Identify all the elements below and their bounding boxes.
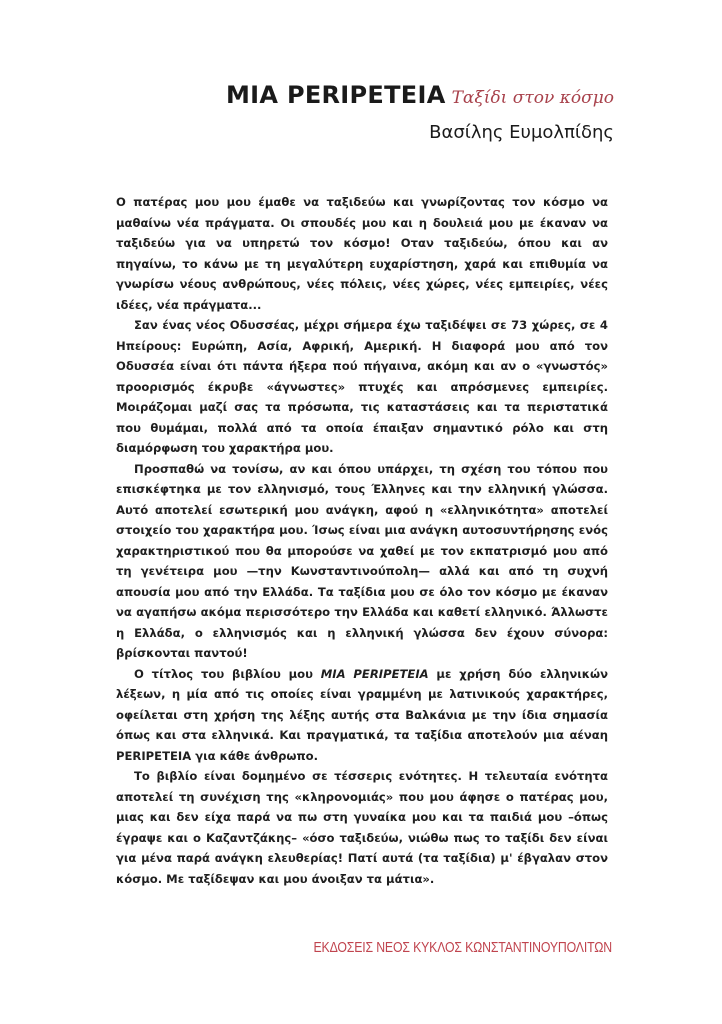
paragraph-2: Σαν ένας νέος Οδυσσέας, μέχρι σήμερα έχω ταξιδέψει σε 73 χώρες, σε 4 Ηπείρους: Ευρώπη, Ασία, Αφρική, Αμερική. Η διαφορά μου από τον Οδυσσέα είναι ότι πάντα ήξερα πού πήγαινα, ακόμη και αν ο «γνωστός» προορισμός έκρυβε «άγνωστες» πτυχές και απρόσμενες εμπειρίες. Μοιράζομαι μαζί σας τα πρόσωπα, τις καταστάσεις και τα περιστατικά που θυμάμαι, πολλά από τα οποία έπαιξαν σημαντικό ρόλο και στη διαμόρφωση του χαρακτήρα μου.	[116, 318, 608, 455]
paragraph-3: Προσπαθώ να τονίσω, αν και όπου υπάρχει, τη σχέση του τόπου που επισκέφτηκα με τον ελληνισμό, τους Έλληνες και την ελληνική γλώσσα. Αυτό αποτελεί εσωτερική μου ανάγκη, αφού η «ελληνικότητα» αποτελεί στοιχείο του χαρακτήρα μου. Ίσως είναι μια ανάγκη αυτοσυντήρησης ενός χαρακτηριστικού που θα μπορούσε να χαθεί με τον εκπατρισμό μου από τη γενέτειρα μου —την Κωνσταντινούπολη— αλλά και από τη συχνή απουσία μου από την Ελλάδα. Τα ταξίδια μου σε όλο τον κόσμο με έκαναν να αγαπήσω ακόμα περισσότερο την Ελλάδα και καθετί ελληνικό. Άλλωστε η Ελλάδα, ο ελληνισμός και η ελληνική γλώσσα δεν έχουν σύνορα: βρίσκονται παντού!	[116, 461, 608, 660]
paragraph-4-before: Ο τίτλος του βιβλίου μου	[134, 666, 321, 681]
paragraph-4-after: με χρήση δύο ελληνικών λέξεων, η μία από τις οποίες είναι γραμμένη με λατινικούς χαρακτήρες, οφείλεται στη χρήση της λέξης αυτής στα Βαλκάνια με την ίδια σημασία όπως και στα ελληνικά. Και πραγματικά, τα ταξίδια αποτελούν μια αέναη PERIPETEIA για κάθε άνθρωπο.	[116, 666, 608, 763]
paragraph-5: Το βιβλίο είναι δομημένο σε τέσσερις ενότητες. Η τελευταία ενότητα αποτελεί τη συνέχιση της «κληρονομιάς» που μου άφησε ο πατέρας μου, μιας και δεν είχα παρά να πω στη γυναίκα μου και τα παιδιά μου –όπως έγραψε και ο Καζαντζάκης– «όσο ταξιδεύω, νιώθω πως το ταξίδι δεν είναι για μένα παρά ανάγκη ελευθερίας! Πατί αυτά (τα ταξίδια) μ' έβγαλαν στον κόσμο. Με ταξίδεψαν και μου άνοιξαν τα μάτια».	[116, 769, 608, 886]
title-line	[226, 78, 614, 115]
page-header	[226, 78, 614, 147]
book-title: MIA PERIPETEIA	[226, 81, 446, 109]
paragraph-4-title: MIA PERIPETEIA	[320, 666, 429, 681]
paragraph-4	[116, 664, 608, 767]
paragraph-1: Ο πατέρας μου μου έμαθε να ταξιδεύω και γνωρίζοντας τον κόσμο να μαθαίνω νέα πράγματα. Οι σπουδές μου και η δουλειά μου με έκαναν να ταξιδεύω για να υπηρετώ τον κόσμο! Οταν ταξιδεύω, όπου και αν πηγαίνω, το κάνω με τη μεγαλύτερη ευχαρίστηση, χαρά και επιθυμία να γνωρίσω νέους ανθρώπους, νέες πόλεις, νέες χώρες, νέες εμπειρίες, νέες ιδέες, νέα πράγματα...	[116, 195, 608, 312]
book-subtitle: Ταξίδι στον κόσμο	[451, 88, 614, 108]
author-name: Βασίλης Ευμολπίδης	[429, 122, 614, 143]
publisher-name: ΕΚΔΟΣΕΙΣ ΝΕΟΣ ΚΥΚΛΟΣ ΚΩΝΣΤΑΝΤΙΝΟΥΠΟΛΙΤΩΝ	[313, 939, 612, 956]
body-text	[116, 192, 608, 889]
